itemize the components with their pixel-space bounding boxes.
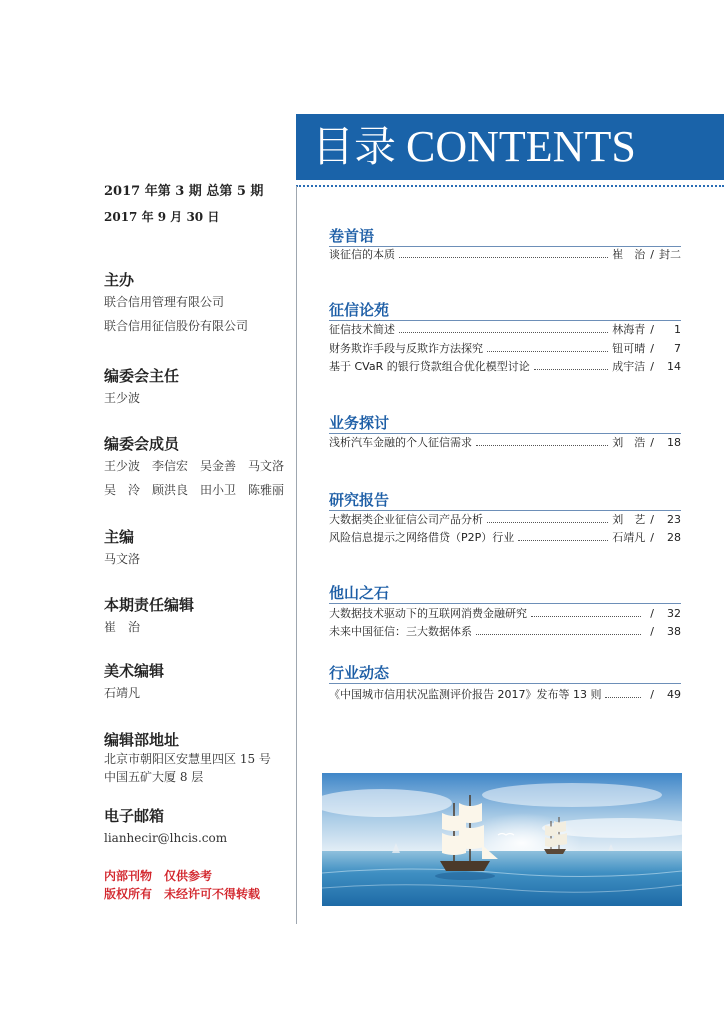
toc-title: 财务欺诈手段与反欺诈方法探究 [329,342,483,355]
toc-title: 基于 CVaR 的银行贷款组合优化模型讨论 [329,360,530,373]
toc-page: 28 [667,530,681,544]
sponsor-heading: 主办 [104,271,135,289]
toc-entry[interactable] [329,433,681,451]
members-line: 吴 泠 顾洪良 田小卫 陈雅丽 [104,483,285,497]
address-line: 北京市朝阳区安慧里四区 15 号 [104,752,271,766]
chief-editor-heading: 主编 [104,528,135,546]
toc-leader-dots [399,257,608,258]
toc-separator: / [650,530,654,544]
toc-separator: / [650,512,654,526]
contents-title-cn: 目录 [312,122,397,171]
toc-author: 崔 治 [612,248,646,261]
toc-separator: / [650,359,654,373]
toc-entry[interactable] [329,622,681,640]
toc-page: 38 [667,624,681,638]
address-line: 中国五矿大厦 8 层 [104,770,204,784]
toc-leader-dots [399,332,608,333]
toc-entry[interactable] [329,357,681,375]
toc-category: 卷首语 [329,227,375,245]
toc-category: 研究报告 [329,491,390,509]
toc-separator: / [650,687,654,701]
toc-author: 石靖凡 [612,531,646,544]
address-section [104,730,304,786]
toc-title: 谈征信的本质 [329,248,395,261]
toc-entry[interactable] [329,245,681,263]
chair-line: 王少波 [104,391,141,405]
issue-date: 2017 年 9 月 30 日 [104,210,220,224]
sailing-ships-illustration-icon [322,773,682,906]
toc-page: 23 [667,512,681,526]
members-section [104,434,304,502]
toc-entry[interactable] [329,528,681,546]
toc-leader-dots [518,540,608,541]
toc-page: 1 [674,322,681,336]
toc-title: 大数据类企业征信公司产品分析 [329,513,483,526]
toc-separator: / [650,247,654,261]
toc-separator: / [650,341,654,355]
toc-entry[interactable] [329,604,681,622]
header-dotted-rule [296,185,724,187]
toc-page: 32 [667,606,681,620]
toc-entry[interactable] [329,510,681,528]
toc-title: 风险信息提示之网络借贷（P2P）行业 [329,531,515,544]
toc-title: 大数据技术驱动下的互联网消费金融研究 [329,607,527,620]
responsible-editor-heading: 本期责任编辑 [104,596,195,614]
address-heading: 编辑部地址 [104,731,180,749]
members-line: 王少波 李信宏 吴金善 马文洛 [104,459,285,473]
contents-title-en: CONTENTS [406,122,636,171]
chief-editor-section [104,527,304,571]
chief-editor-line: 马文洛 [104,552,141,566]
category-rule [329,683,681,684]
toc-leader-dots [476,634,641,635]
toc-leader-dots [534,369,609,370]
toc-page: 7 [674,341,681,355]
art-editor-section [104,661,304,705]
toc-page: 49 [667,687,681,701]
toc-title: 浅析汽车金融的个人征信需求 [329,436,472,449]
sailing-ships-image [322,773,682,906]
contents-title [312,117,636,177]
toc-title: 未来中国征信：三大数据体系 [329,625,472,638]
toc-title: 征信技术简述 [329,323,395,336]
issue-number: 2017 年第 3 期 总第 5 期 [104,184,264,199]
toc-category: 他山之石 [329,584,390,602]
toc-author: 钮可晴 [612,342,646,355]
toc-page: 14 [667,359,681,373]
toc-page: 18 [667,435,681,449]
notice-line: 内部刊物 仅供参考 [104,869,213,883]
toc-separator: / [650,624,654,638]
toc-title: 《中国城市信用状况监测评价报告 2017》发布等 13 则 [329,688,602,701]
toc-leader-dots [476,445,608,446]
email-heading: 电子邮箱 [104,807,165,825]
toc-leader-dots [487,351,608,352]
toc-entry[interactable] [329,685,681,703]
masthead-column [104,183,290,901]
toc-leader-dots [531,616,641,617]
toc-category: 业务探讨 [329,414,390,432]
sponsor-section [104,270,304,338]
toc-category: 征信论苑 [329,301,390,319]
toc-leader-dots [487,522,608,523]
email-address: lianhecir@lhcis.com [104,831,228,845]
notice-section [104,867,304,903]
chair-section [104,366,304,410]
toc-separator: / [650,606,654,620]
sponsor-line: 联合信用管理有限公司 [104,295,225,309]
responsible-editor-line: 崔 治 [104,620,141,634]
email-section [104,806,304,850]
art-editor-heading: 美术编辑 [104,662,165,680]
toc-entry[interactable] [329,320,681,338]
toc-author: 成宇洁 [612,360,646,373]
toc-author: 刘 艺 [612,513,646,526]
sponsor-line: 联合信用征信股份有限公司 [104,319,249,333]
toc-separator: / [650,322,654,336]
notice-line: 版权所有 未经许可不得转载 [104,887,261,901]
art-editor-line: 石靖凡 [104,686,141,700]
toc-author: 刘 浩 [612,436,646,449]
toc-entry[interactable] [329,339,681,357]
responsible-editor-section [104,595,304,639]
chair-heading: 编委会主任 [104,367,180,385]
toc-separator: / [650,435,654,449]
toc-leader-dots [605,697,641,698]
toc-category: 行业动态 [329,664,390,682]
toc-author: 林海青 [612,323,646,336]
toc-page: 封二 [659,248,681,261]
members-heading: 编委会成员 [104,435,180,453]
